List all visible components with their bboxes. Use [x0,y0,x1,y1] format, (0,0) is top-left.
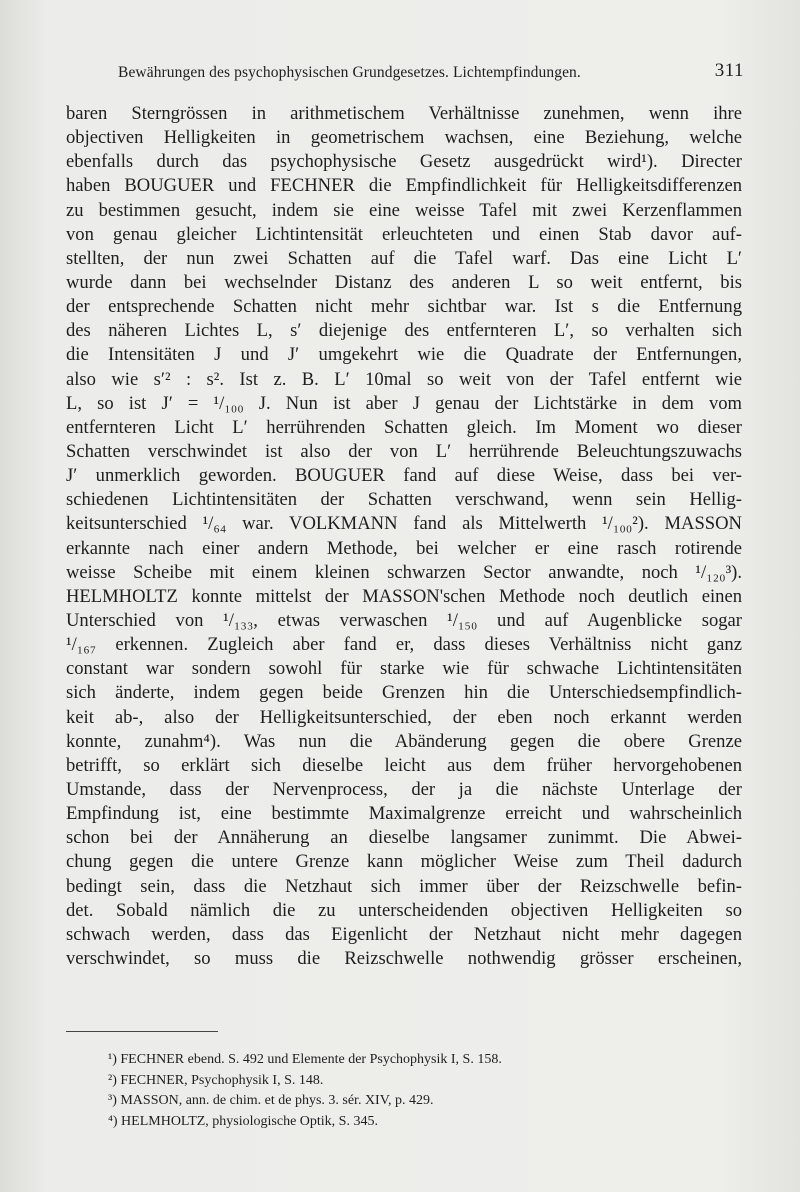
body-line: zu bestimmen gesucht, indem sie eine weisse Tafel mit zwei Kerzenflammen [66,199,742,221]
body-line: objectiven Helligkeiten in geometrischem wachsen, eine Beziehung, welche [66,127,742,149]
body-line: von genau gleicher Lichtintensität erleuchteten und einen Stab davor auf- [66,223,742,245]
footnote: ¹) FECHNER ebend. S. 492 und Elemente der Psychophysik I, S. 158. [108,1052,502,1067]
footnotes [108,1050,708,1132]
body-line: schon bei der Annäherung an dieselbe langsamer zunimmt. Die Abwei- [66,827,742,849]
body-line: constant war sondern sowohl für starke wie für schwache Lichtintensitäten [66,658,742,680]
body-line: Unterschied von ¹/₁₃₃, etwas verwaschen ¹/₁₅₀ und auf Augenblicke sogar [66,609,742,631]
body-line: stellten, der nun zwei Schatten auf die Tafel warf. Das eine Licht L′ [66,247,742,269]
body-line: chung gegen die untere Grenze kann möglicher Weise zum Theil dadurch [66,851,742,873]
body-line: J′ unmerklich geworden. BOUGUER fand auf diese Weise, dass bei ver- [66,465,742,487]
body-line: Schatten verschwindet ist also der von L′ herrührende Beleuchtungszuwachs [66,440,742,462]
body-line: die Intensitäten J und J′ umgekehrt wie die Quadrate der Entfernungen, [66,344,742,366]
footnote: ³) MASSON, ann. de chim. et de phys. 3. sér. XIV, p. 429. [108,1093,434,1108]
body-line: entfernteren Licht L′ herrührenden Schatten gleich. Im Moment wo dieser [66,416,742,438]
body-line: weisse Scheibe mit einem kleinen schwarzen Sector anwandte, noch ¹/₁₂₀³). [66,561,742,583]
body-line: ¹/₁₆₇ erkennen. Zugleich aber fand er, dass dieses Verhältniss nicht ganz [66,634,742,656]
running-header [118,58,744,88]
body-line: betrifft, so erklärt sich dieselbe leicht aus dem früher hervorgehobenen [66,754,742,776]
body-line: Umstande, dass der Nervenprocess, der ja die nächste Unterlage der [66,778,742,800]
body-line: L, so ist J′ = ¹/₁₀₀ J. Nun ist aber J genau der Lichtstärke in dem vom [66,392,742,414]
body-line: haben BOUGUER und FECHNER die Empfindlichkeit für Helligkeitsdifferenzen [66,175,742,197]
running-title: Bewährungen des psychophysischen Grundgesetzes. Lichtempfindungen. [118,64,581,81]
body-line: sich änderte, indem gegen beide Grenzen hin die Unterschiedsempfindlich- [66,682,742,704]
page-number: 311 [714,60,744,81]
body-line: keit ab-, also der Helligkeitsunterschied, der eben noch erkannt werden [66,706,742,728]
body-line: det. Sobald nämlich die zu unterscheidenden objectiven Helligkeiten so [66,899,742,921]
body-line: baren Sterngrössen in arithmetischem Verhältnisse zunehmen, wenn ihre [66,103,742,124]
body-line: konnte, zunahm⁴). Was nun die Abänderung gegen die obere Grenze [66,730,742,752]
body-line: keitsunterschied ¹/₆₄ war. VOLKMANN fand als Mittelwerth ¹/₁₀₀²). MASSON [66,513,742,535]
body-line: schwach werden, dass das Eigenlicht der Netzhaut nicht mehr dagegen [66,923,742,945]
body-text [66,102,742,971]
body-line: erkannte nach einer andern Methode, bei welcher er eine rasch rotirende [66,537,742,559]
body-line: HELMHOLTZ konnte mittelst der MASSON'schen Methode noch deutlich einen [66,585,742,607]
footnote: ²) FECHNER, Psychophysik I, S. 148. [108,1072,324,1088]
body-line: Empfindung ist, eine bestimmte Maximalgrenze erreicht und wahrscheinlich [66,803,742,825]
body-line: des näheren Lichtes L, s′ diejenige des entfernteren L′, so verhalten sich [66,320,742,342]
footnote: ⁴) HELMHOLTZ, physiologische Optik, S. 345. [108,1113,378,1129]
body-line: also wie s′² : s². Ist z. B. L′ 10mal so weit von der Tafel entfernt wie [66,368,742,390]
body-line: ebenfalls durch das psychophysische Gesetz ausgedrückt wird¹). Directer [66,151,742,173]
footnote-rule [66,1031,218,1032]
body-line: der entsprechende Schatten nicht mehr sichtbar war. Ist s die Entfernung [66,296,742,318]
body-line: bedingt sein, dass die Netzhaut sich immer über der Reizschwelle befin- [66,875,742,897]
body-line: verschwindet, so muss die Reizschwelle nothwendig grösser erscheinen, [66,947,742,969]
body-line: schiedenen Lichtintensitäten der Schatten verschwand, wenn sein Hellig- [66,489,742,511]
body-line: wurde dann bei wechselnder Distanz des anderen L so weit entfernt, bis [66,271,742,293]
